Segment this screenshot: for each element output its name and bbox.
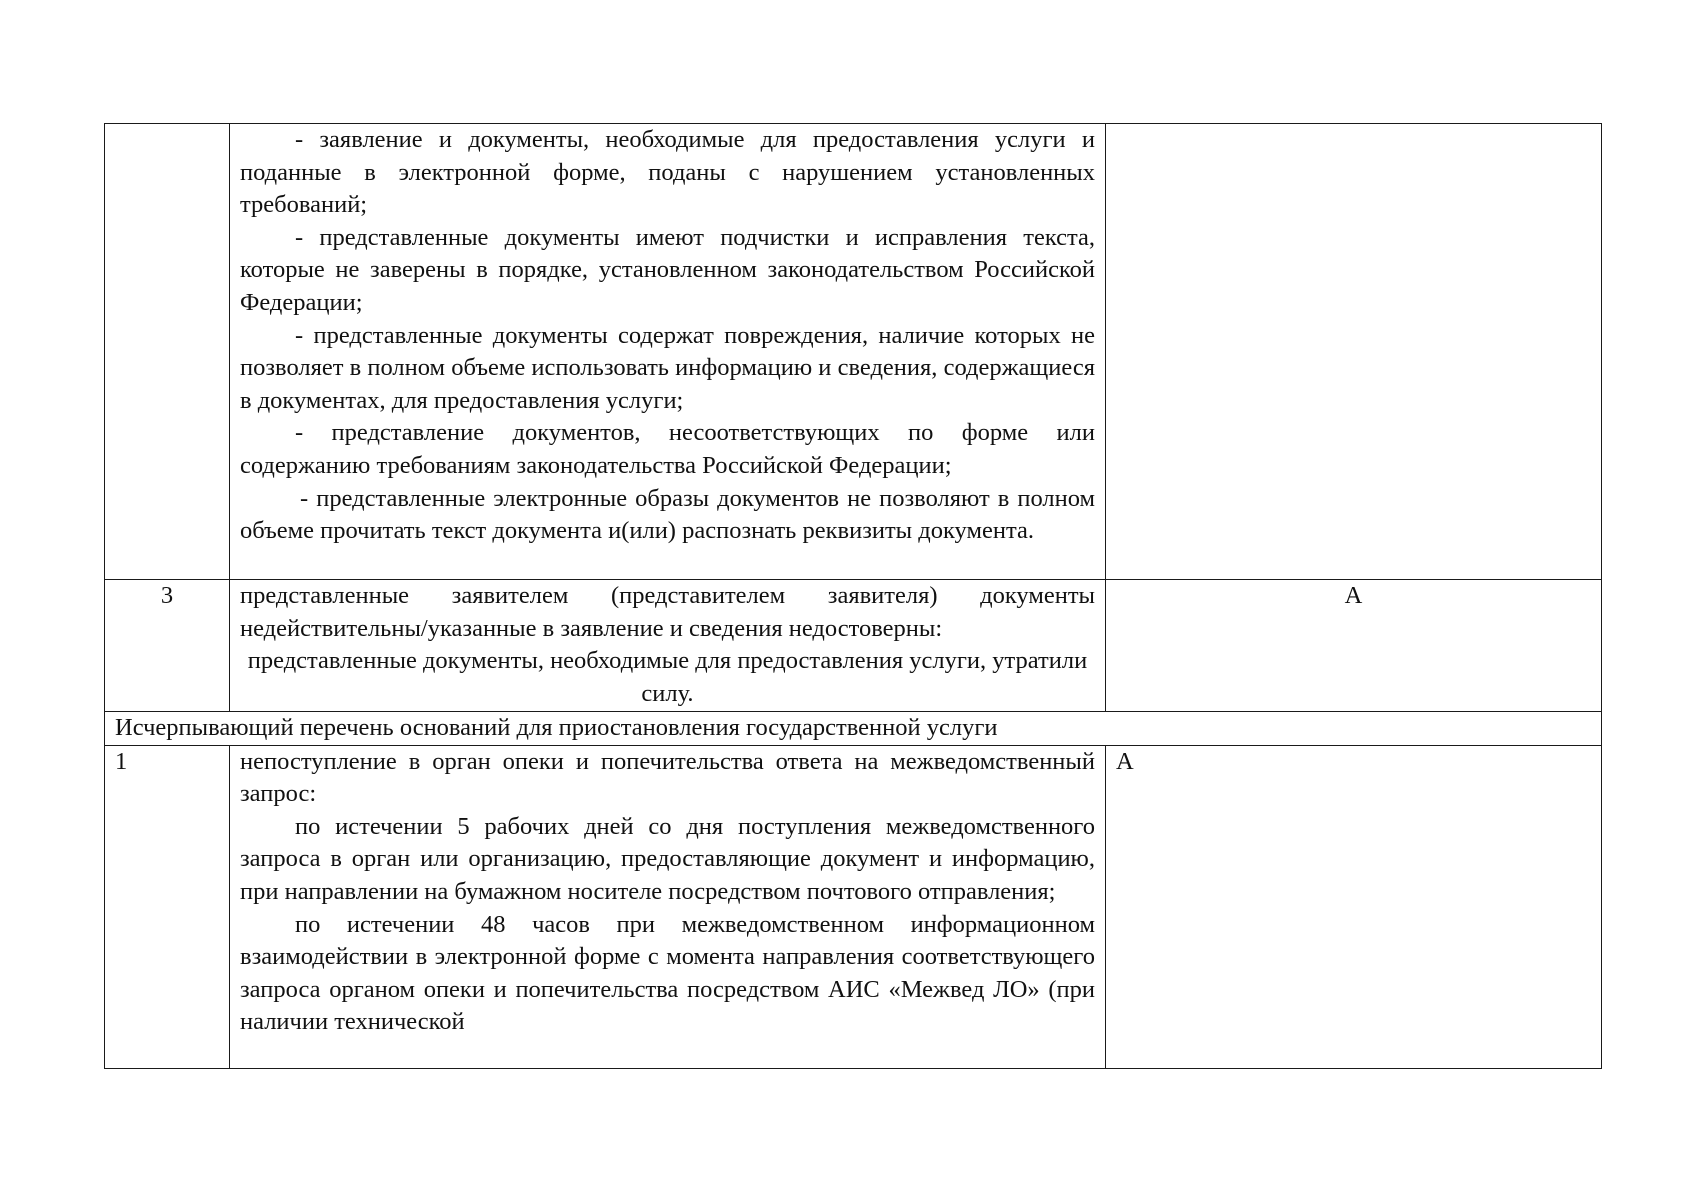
table-row [105, 124, 1602, 580]
list-item: - заявление и документы, необходимые для предоставления услуги и поданные в электронной форме, поданы с нарушением установленных требований; [240, 126, 1095, 219]
list-item: - представленные документы содержат повреждения, наличие которых не позволяет в полном объеме использовать информацию и сведения, содержащиеся в документах, для предоставления услуги; [240, 321, 1095, 414]
grounds-intro: непоступление в орган опеки и попечительства ответа на межведомственный запрос: [240, 747, 1095, 808]
code-cell: А [1106, 745, 1602, 1068]
table-row [105, 745, 1602, 1068]
list-item: - представленные электронные образы документов не позволяют в полном объеме прочитать текст документа и(или) распознать реквизиты документа. [240, 484, 1095, 545]
grounds-detail: представленные документы, необходимые для предоставления услуги, утратили силу. [247, 647, 1088, 707]
row-number-cell [105, 124, 230, 580]
grounds-text-cell [230, 745, 1106, 1068]
row-number-cell: 1 [105, 745, 230, 1068]
section-heading-row [105, 712, 1602, 746]
clipped-text-block [240, 746, 1095, 1068]
list-item: - представление документов, несоответствующих по форме или содержанию требованиям законодательства Российской Федерации; [240, 419, 1095, 479]
code-cell: А [1106, 580, 1602, 712]
list-item: - представленные документы имеют подчистки и исправления текста, которые не заверены в порядке, установленном законодательством Российской Федерации; [240, 223, 1095, 316]
code-cell [1106, 124, 1602, 580]
grounds-text-cell [230, 124, 1106, 580]
grounds-intro: представленные заявителем (представителем заявителя) документы недействительны/указанные в заявление и сведения недостоверны: [240, 582, 1095, 642]
row-number-cell: 3 [105, 580, 230, 712]
list-item: по истечении 5 рабочих дней со дня поступления межведомственного запроса в орган или организацию, предоставляющие документ и информацию, при направлении на бумажном носителе посредством почтового отправления; [240, 812, 1095, 905]
grounds-text-cell [230, 580, 1106, 712]
list-item: по истечении 48 часов при межведомственном информационном взаимодействии в электронной форме с момента направления соответствующего запроса органом опеки и попечительства посредством АИС «Межвед ЛО» (при наличии технической [240, 910, 1095, 1036]
document-table [104, 123, 1602, 1069]
table-row [105, 580, 1602, 712]
section-heading: Исчерпывающий перечень оснований для приостановления государственной услуги [105, 712, 1602, 746]
